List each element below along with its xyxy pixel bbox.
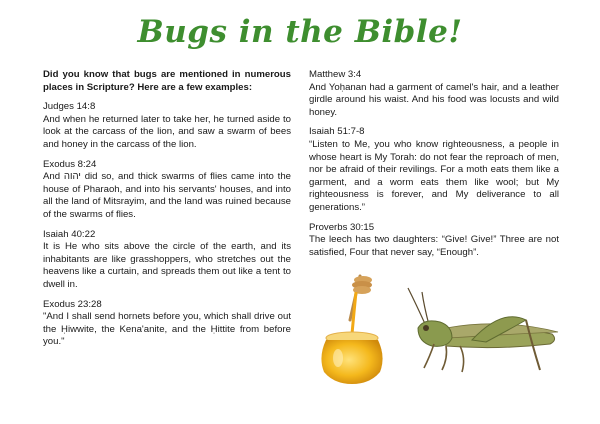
verse-matthew — [309, 69, 559, 119]
verse-reference: Isaiah 40:22 — [43, 228, 96, 240]
verse-exodus-23 — [43, 299, 291, 349]
verse-reference: Exodus 23:28 — [43, 298, 102, 310]
verse-exodus-8 — [43, 159, 291, 222]
verse-reference: Judges 14:8 — [43, 101, 96, 113]
right-column — [309, 69, 559, 266]
verse-text: The leech has two daughters: “Give! Give!” Three are not satisfied, Four that never say, “Enough”. — [309, 234, 559, 258]
page-title: Bugs in the Bible! — [137, 14, 463, 50]
intro-text: Did you know that bugs are mentioned in numerous places in Scripture? Here are a few examples: — [43, 69, 291, 93]
verse-judges — [43, 101, 291, 151]
verse-reference: Isaiah 51:7-8 — [309, 126, 365, 138]
verse-isaiah-51 — [309, 126, 559, 214]
verse-reference: Exodus 8:24 — [43, 158, 97, 170]
verse-text: "And I shall send hornets before you, which shall drive out the Ḥiwwite, the Kena'anite, and the Ḥittite from before you." — [43, 311, 291, 348]
verse-reference: Matthew 3:4 — [309, 69, 362, 80]
verse-text: It is He who sits above the circle of the earth, and its inhabitants are like grasshoppers, who stretches out the heavens like a curtain, and spreads them out like a tent to dwell in. — [43, 241, 291, 290]
honey-jar-icon — [316, 272, 394, 387]
verse-text: And Yoḥanan had a garment of camel's hair, and a leather girdle around his waist. And his food was locusts and wild honey. — [309, 81, 559, 118]
verse-isaiah-40 — [43, 229, 291, 292]
verse-text: And when he returned later to take her, he turned aside to look at the carcass of the lion, and saw a swarm of bees and honey in the carcass of the lion. — [43, 113, 291, 150]
left-column — [43, 69, 291, 356]
verse-text: And יהוה did so, and thick swarms of flies came into the house of Pharaoh, and into his servants' houses, and into all the land of Mitsrayim, and the land was ruined because of the swarms of flies. — [43, 171, 291, 220]
verse-reference: Proverbs 30:15 — [309, 221, 375, 233]
verse-text: “Listen to Me, you who know righteousness, a people in whose heart is My Torah: do not fear the reproach of men, nor be afraid of their revilings. For a moth eats them like a garment, and a worm eats them like wool; but My righteousness is forever, and My deliverance to all generations.” — [309, 138, 559, 213]
verse-proverbs — [309, 222, 559, 260]
grasshopper-icon — [402, 284, 562, 376]
